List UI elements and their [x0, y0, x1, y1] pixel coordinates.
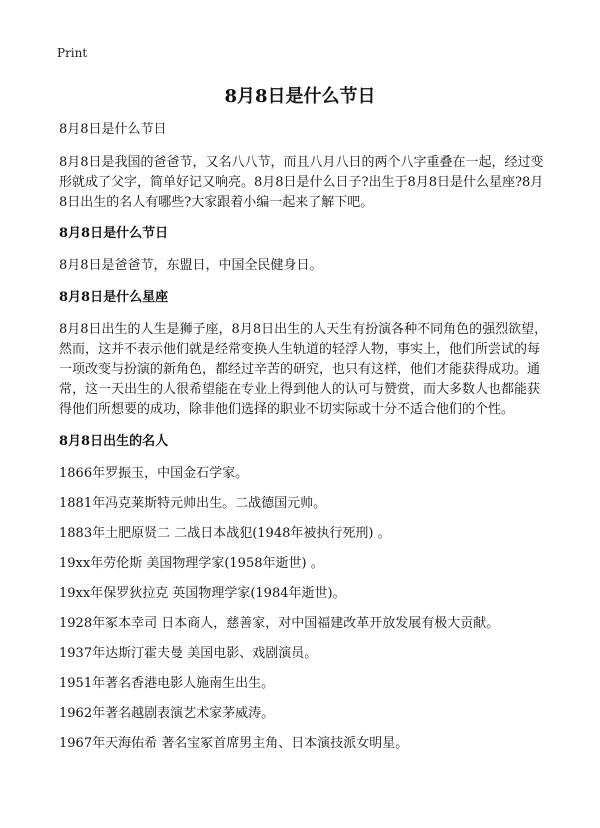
list-item: 19xx年保罗狄拉克 英国物理学家(1984年逝世)。 [59, 586, 346, 601]
page-title: 8月8日是什么节日 [224, 86, 376, 107]
list-item: 1866年罗振玉，中国金石学家。 [59, 466, 249, 481]
breadcrumb: 8月8日是什么节日 [59, 122, 167, 137]
section-heading-celebrities: 8月8日出生的名人 [59, 434, 169, 449]
list-item: 1967年天海佑希 著名宝冢首席男主角、日本演技派女明星。 [59, 736, 409, 751]
list-item: 1928年冢本幸司 日本商人，慈善家，对中国福建改革开放发展有极大贡献。 [59, 616, 500, 631]
list-item: 1937年达斯汀霍夫曼 美国电影、戏剧演员。 [59, 646, 318, 661]
intro-paragraph: 8月8日是我国的爸爸节，又名八八节，而且八月八日的两个八字重叠在一起，经过变形就成了父字，简单好记又响亮。8月8日是什么日子?出生于8月8日是什么星座?8月8日出生的名人有哪些?大家跟着小编一起来了解下吧。 [59, 155, 544, 210]
article-body [59, 120, 550, 764]
list-item: 1951年著名香港电影人施南生出生。 [59, 676, 275, 691]
section-heading-zodiac: 8月8日是什么星座 [59, 290, 169, 305]
list-item: 1881年冯克莱斯特元帅出生。二战德国元帅。 [59, 496, 327, 511]
section-body-festival: 8月8日是爸爸节，东盟日，中国全民健身日。 [59, 258, 323, 273]
celebrity-list [59, 464, 550, 754]
print-link[interactable]: Print [57, 46, 88, 60]
list-item: 19xx年劳伦斯 美国物理学家(1958年逝世) 。 [59, 556, 324, 571]
list-item: 1883年土肥原贤二 二战日本战犯(1948年被执行死刑) 。 [59, 526, 391, 541]
section-heading-festival: 8月8日是什么节日 [59, 226, 169, 241]
section-body-zodiac: 8月8日出生的人生是狮子座，8月8日出生的人天生有扮演各种不同角色的强烈欲望，然而，这并不表示他们就是经常变换人生轨道的轻浮人物，事实上，他们所尝试的每一项改变与扮演的新角色，都经过辛苦的研究，也只有这样，他们才能获得成功。通常，这一天出生的人很希望能在专业上得到他人的认可与赞赏，而大多数人也都能获得他们所想要的成功，除非他们选择的职业不切实际或十分不适合他们的个性。 [59, 322, 548, 417]
list-item: 1962年著名越剧表演艺术家茅威涛。 [59, 706, 275, 721]
